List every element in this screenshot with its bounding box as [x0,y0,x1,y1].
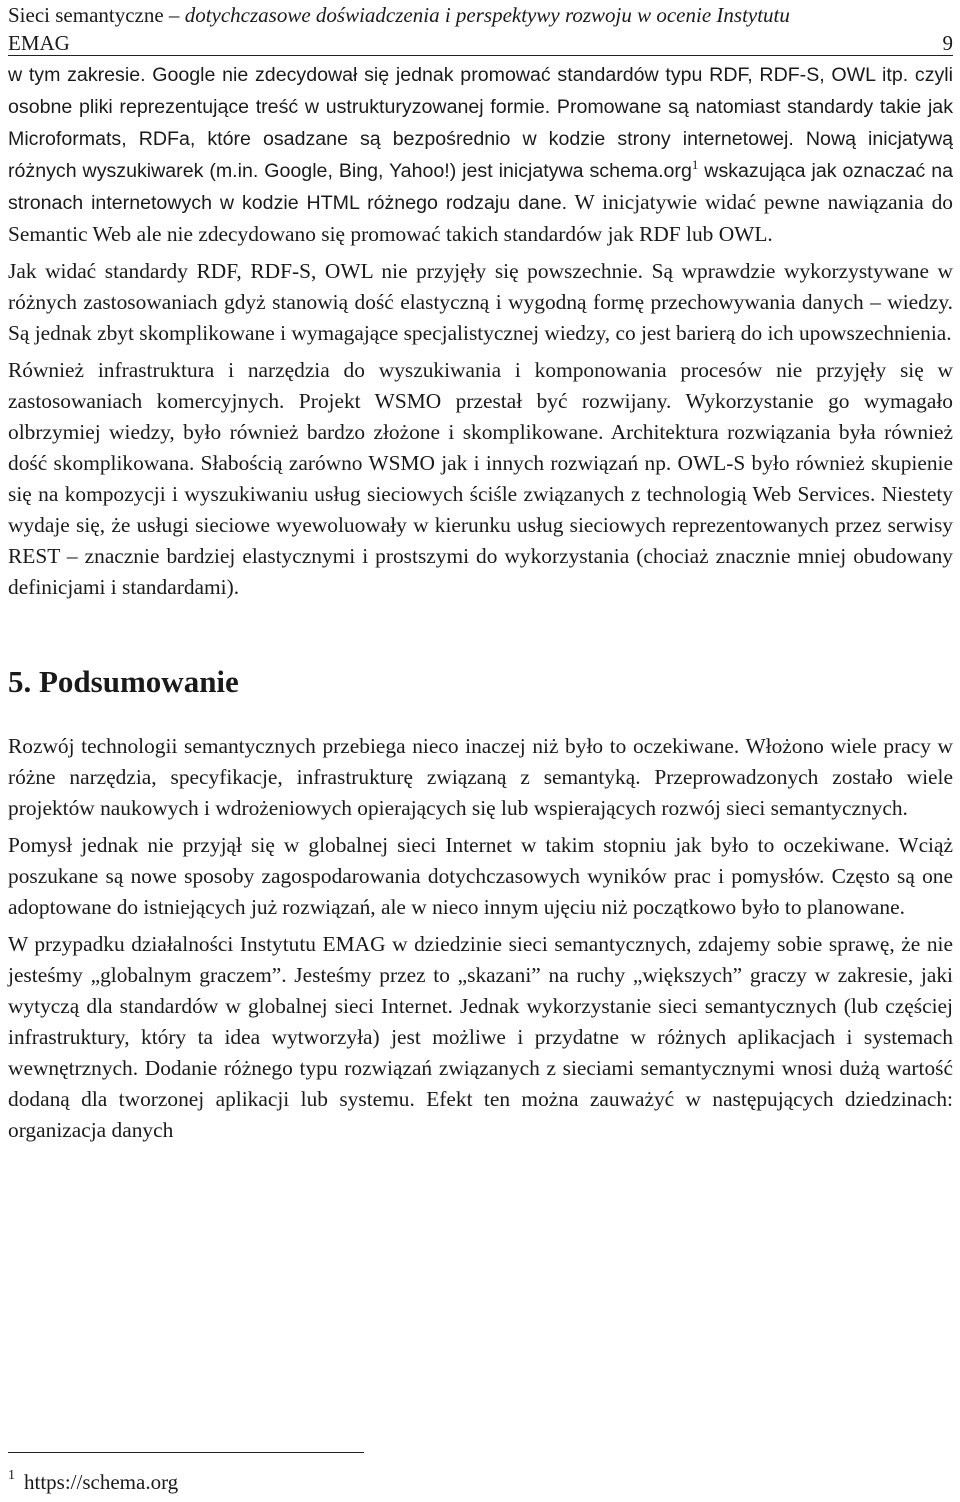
paragraph-6: W przypadku działalności Instytutu EMAG w dziedzinie sieci semantycznych, zdajemy sobie sprawę, że nie jesteśmy „globalnym graczem”. Jesteśmy przez to „skazani” na ruchy „większych” graczy w zakresie, jaki wytyczą dla standardów w globalnej sieci Internet. Jednak wykorzystanie sieci semantycznych (lub częściej infrastruktury, który ta idea wytworzyła) jest możliwe i przydatne w różnych aplikacjach i systemach wewnętrznych. Dodanie różnego typu rozwiązań związanych z sieciami semantycznymi wnosi dużą wartość dodaną dla tworzonej aplikacji lub systemu. Efekt ten można zauważyć w następujących dziedzinach: organizacja danych [8,932,953,1142]
document-page [8,0,953,1502]
paragraph-3: Również infrastruktura i narzędzia do wyszukiwania i komponowania procesów nie przyjęły się w zastosowaniach komercyjnych. Projekt WSMO przestał być rozwijany. Wykorzystanie go wymagało olbrzymiej wiedzy, było również bardzo złożone i skomplikowane. Architektura rozwiązania była również dość skomplikowana. Słabością zarówno WSMO jak i innych rozwiązań np. OWL-S było również skupienie się na kompozycji i wyszukiwaniu usług sieciowych ściśle związanych z technologią Web Services. Niestety wydaje się, że usługi sieciowe wyewoluowały w kierunku usług sieciowych reprezentowanych przez serwisy REST – znacznie bardziej elastycznymi i prostszymi do wykorzystania (chociaż znacznie mniej obudowany definicjami i standardami). [8,358,953,599]
body-text [8,59,953,1146]
paragraph-1 [8,59,953,250]
paragraph-5: Pomysł jednak nie przyjął się w globalnej sieci Internet w takim stopniu jak było to oczekiwane. Wciąż poszukane są nowe sposoby zagospodarowania dotychczasowych wyników prac i pomysłów. Często są one adoptowane do istniejących już rozwiązań, ale w nieco innym ujęciu niż początkowo było to planowane. [8,833,953,919]
paragraph-4: Rozwój technologii semantycznych przebiega nieco inaczej niż było to oczekiwane. Włożono wiele pracy w różne narzędzia, specyfikacje, infrastrukturę związaną z semantyką. Przeprowadzonych zostało wiele projektów naukowych i wdrożeniowych opierających się lub wspierających rozwój sieci semantycznych. [8,734,953,820]
footnote-number: 1 [8,1468,15,1483]
header-title-italic: dotychczasowe doświadczenia i perspektywy rozwoju w ocenie Instytutu [184,3,790,27]
paragraph-1-text-b: wskazująca jak oznaczać na stronach internetowych w kodzie HTML różnego rodzaju dane. [8,160,954,214]
header-title-line2: EMAG [8,31,70,55]
footnote [8,1468,179,1496]
section-title: 5. Podsumowanie [8,664,239,699]
paragraph-1-text-a: w tym zakresie. Google nie zdecydował się jednak promować standardów typu RDF, RDF-S, OWL itp. czyli osobne pliki reprezentujące treść w ustrukturyzowanej formie. Promowane są natomiast standardy takie jak Microformats, RDFa, które osadzane są bezpośrednio w kodzie strony internetowej. Nową inicjatywą różnych wyszukiwarek (m.in. Google, Bing, Yahoo!) jest inicjatywa schema.org [8,64,953,182]
paragraph-2: Jak widać standardy RDF, RDF-S, OWL nie przyjęły się powszechnie. Są wprawdzie wykorzystywane w różnych zastosowaniach gdyż stanowią dość elastyczną i wygodną formę przechowywania danych – wiedzy. Są jednak zbyt skomplikowane i wymagające specjalistycznej wiedzy, co jest barierą do ich upowszechnienia. [8,259,953,345]
footnote-divider [8,1452,364,1453]
footnote-link[interactable]: https://schema.org [24,1470,179,1494]
header-title-plain: Sieci semantyczne – [8,3,185,27]
paragraph-1-text-c: W inicjatywie widać pewne nawiązania do Semantic Web ale nie zdecydowano się promować takich standardów jak RDF lub OWL. [8,190,954,246]
page-header [8,0,953,56]
header-title [8,1,953,29]
footnote-ref[interactable]: 1 [691,156,699,172]
page-number: 9 [942,31,953,55]
